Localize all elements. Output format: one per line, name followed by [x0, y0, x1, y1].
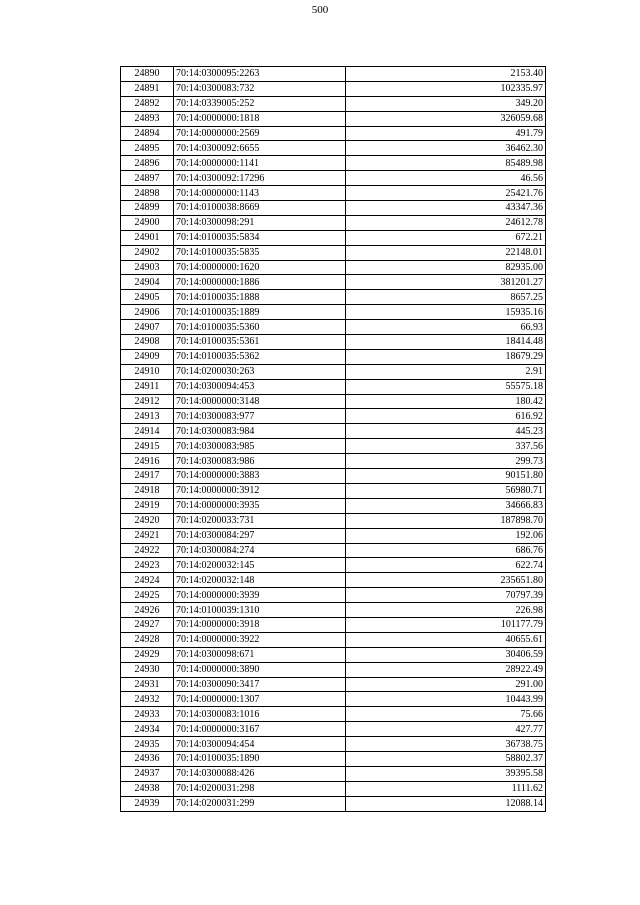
cadastral-number-cell: 70:14:0300083:984: [174, 424, 346, 439]
cadastral-number-cell: 70:14:0100035:5361: [174, 335, 346, 350]
cadastral-number-cell: 70:14:0300094:454: [174, 737, 346, 752]
row-number-cell: 24904: [121, 275, 174, 290]
cadastral-number-cell: 70:14:0000000:3918: [174, 617, 346, 632]
row-number-cell: 24915: [121, 439, 174, 454]
row-number-cell: 24926: [121, 603, 174, 618]
row-number-cell: 24927: [121, 617, 174, 632]
value-cell: 101177.79: [346, 617, 546, 632]
row-number-cell: 24916: [121, 454, 174, 469]
table-row: [121, 409, 546, 424]
table-row: [121, 320, 546, 335]
row-number-cell: 24935: [121, 737, 174, 752]
row-number-cell: 24907: [121, 320, 174, 335]
table-row: [121, 305, 546, 320]
row-number-cell: 24901: [121, 230, 174, 245]
cadastral-table: [120, 66, 546, 812]
value-cell: 445.23: [346, 424, 546, 439]
cadastral-number-cell: 70:14:0000000:1143: [174, 186, 346, 201]
row-number-cell: 24913: [121, 409, 174, 424]
table-row: [121, 186, 546, 201]
cadastral-number-cell: 70:14:0300083:732: [174, 81, 346, 96]
value-cell: 39395.58: [346, 766, 546, 781]
table-row: [121, 141, 546, 156]
row-number-cell: 24937: [121, 766, 174, 781]
cadastral-number-cell: 70:14:0100035:5360: [174, 320, 346, 335]
table-row: [121, 796, 546, 811]
row-number-cell: 24931: [121, 677, 174, 692]
table-row: [121, 603, 546, 618]
row-number-cell: 24893: [121, 111, 174, 126]
cadastral-number-cell: 70:14:0300083:985: [174, 439, 346, 454]
value-cell: 291.00: [346, 677, 546, 692]
cadastral-number-cell: 70:14:0200031:298: [174, 781, 346, 796]
row-number-cell: 24909: [121, 349, 174, 364]
value-cell: 36462.30: [346, 141, 546, 156]
row-number-cell: 24911: [121, 379, 174, 394]
row-number-cell: 24932: [121, 692, 174, 707]
cadastral-number-cell: 70:14:0339005:252: [174, 96, 346, 111]
row-number-cell: 24900: [121, 215, 174, 230]
table-row: [121, 454, 546, 469]
cadastral-number-cell: 70:14:0100039:1310: [174, 603, 346, 618]
table-row: [121, 111, 546, 126]
table-row: [121, 543, 546, 558]
row-number-cell: 24899: [121, 201, 174, 216]
cadastral-number-cell: 70:14:0300083:986: [174, 454, 346, 469]
cadastral-number-cell: 70:14:0000000:3922: [174, 632, 346, 647]
cadastral-number-cell: 70:14:0000000:3935: [174, 498, 346, 513]
value-cell: 187898.70: [346, 513, 546, 528]
value-cell: 75.66: [346, 707, 546, 722]
row-number-cell: 24895: [121, 141, 174, 156]
cadastral-number-cell: 70:14:0000000:3912: [174, 483, 346, 498]
value-cell: 66.93: [346, 320, 546, 335]
cadastral-number-cell: 70:14:0000000:3167: [174, 722, 346, 737]
table-row: [121, 201, 546, 216]
value-cell: 82935.00: [346, 260, 546, 275]
table-row: [121, 126, 546, 141]
table-row: [121, 230, 546, 245]
value-cell: 25421.76: [346, 186, 546, 201]
value-cell: 34666.83: [346, 498, 546, 513]
row-number-cell: 24894: [121, 126, 174, 141]
value-cell: 1111.62: [346, 781, 546, 796]
cadastral-number-cell: 70:14:0200032:148: [174, 573, 346, 588]
value-cell: 46.56: [346, 171, 546, 186]
row-number-cell: 24914: [121, 424, 174, 439]
table-row: [121, 617, 546, 632]
row-number-cell: 24934: [121, 722, 174, 737]
row-number-cell: 24890: [121, 67, 174, 82]
row-number-cell: 24919: [121, 498, 174, 513]
value-cell: 36738.75: [346, 737, 546, 752]
cadastral-number-cell: 70:14:0300098:671: [174, 647, 346, 662]
row-number-cell: 24898: [121, 186, 174, 201]
value-cell: 616.92: [346, 409, 546, 424]
value-cell: 24612.78: [346, 215, 546, 230]
value-cell: 2153.40: [346, 67, 546, 82]
cadastral-number-cell: 70:14:0200032:145: [174, 558, 346, 573]
value-cell: 30406.59: [346, 647, 546, 662]
row-number-cell: 24923: [121, 558, 174, 573]
value-cell: 85489.98: [346, 156, 546, 171]
table-row: [121, 528, 546, 543]
row-number-cell: 24908: [121, 335, 174, 350]
value-cell: 8657.25: [346, 290, 546, 305]
table-row: [121, 469, 546, 484]
cadastral-number-cell: 70:14:0000000:1307: [174, 692, 346, 707]
row-number-cell: 24918: [121, 483, 174, 498]
value-cell: 18679.29: [346, 349, 546, 364]
cadastral-number-cell: 70:14:0300084:297: [174, 528, 346, 543]
value-cell: 58802.37: [346, 751, 546, 766]
table-row: [121, 394, 546, 409]
row-number-cell: 24897: [121, 171, 174, 186]
table-row: [121, 766, 546, 781]
value-cell: 12088.14: [346, 796, 546, 811]
cadastral-number-cell: 70:14:0000000:1620: [174, 260, 346, 275]
row-number-cell: 24912: [121, 394, 174, 409]
cadastral-number-cell: 70:14:0100035:5834: [174, 230, 346, 245]
value-cell: 381201.27: [346, 275, 546, 290]
table-row: [121, 96, 546, 111]
table-body: [121, 67, 546, 812]
table-row: [121, 379, 546, 394]
table-row: [121, 290, 546, 305]
table-row: [121, 632, 546, 647]
value-cell: 427.77: [346, 722, 546, 737]
row-number-cell: 24921: [121, 528, 174, 543]
table-row: [121, 737, 546, 752]
cadastral-number-cell: 70:14:0300084:274: [174, 543, 346, 558]
table-row: [121, 692, 546, 707]
value-cell: 672.21: [346, 230, 546, 245]
value-cell: 10443.99: [346, 692, 546, 707]
table-row: [121, 722, 546, 737]
cadastral-number-cell: 70:14:0300088:426: [174, 766, 346, 781]
cadastral-number-cell: 70:14:0300094:453: [174, 379, 346, 394]
value-cell: 55575.18: [346, 379, 546, 394]
cadastral-number-cell: 70:14:0100035:1889: [174, 305, 346, 320]
row-number-cell: 24922: [121, 543, 174, 558]
value-cell: 491.79: [346, 126, 546, 141]
cadastral-number-cell: 70:14:0000000:1141: [174, 156, 346, 171]
table-row: [121, 588, 546, 603]
row-number-cell: 24902: [121, 245, 174, 260]
cadastral-number-cell: 70:14:0200031:299: [174, 796, 346, 811]
table-row: [121, 751, 546, 766]
cadastral-number-cell: 70:14:0100035:1888: [174, 290, 346, 305]
cadastral-number-cell: 70:14:0100035:1890: [174, 751, 346, 766]
table-row: [121, 260, 546, 275]
value-cell: 686.76: [346, 543, 546, 558]
table-row: [121, 424, 546, 439]
cadastral-number-cell: 70:14:0300092:17296: [174, 171, 346, 186]
value-cell: 226.98: [346, 603, 546, 618]
row-number-cell: 24933: [121, 707, 174, 722]
cadastral-number-cell: 70:14:0000000:1886: [174, 275, 346, 290]
value-cell: 235651.80: [346, 573, 546, 588]
value-cell: 622.74: [346, 558, 546, 573]
row-number-cell: 24929: [121, 647, 174, 662]
cadastral-number-cell: 70:14:0300095:2263: [174, 67, 346, 82]
cadastral-number-cell: 70:14:0300092:6655: [174, 141, 346, 156]
cadastral-number-cell: 70:14:0000000:3148: [174, 394, 346, 409]
row-number-cell: 24917: [121, 469, 174, 484]
value-cell: 180.42: [346, 394, 546, 409]
value-cell: 22148.01: [346, 245, 546, 260]
table-row: [121, 707, 546, 722]
row-number-cell: 24930: [121, 662, 174, 677]
value-cell: 18414.48: [346, 335, 546, 350]
table-row: [121, 364, 546, 379]
cadastral-number-cell: 70:14:0200030:263: [174, 364, 346, 379]
table-row: [121, 483, 546, 498]
row-number-cell: 24936: [121, 751, 174, 766]
value-cell: 70797.39: [346, 588, 546, 603]
table-row: [121, 781, 546, 796]
cadastral-number-cell: 70:14:0100035:5362: [174, 349, 346, 364]
table-row: [121, 498, 546, 513]
row-number-cell: 24891: [121, 81, 174, 96]
cadastral-number-cell: 70:14:0000000:3883: [174, 469, 346, 484]
table-row: [121, 439, 546, 454]
row-number-cell: 24906: [121, 305, 174, 320]
table-row: [121, 335, 546, 350]
value-cell: 337.56: [346, 439, 546, 454]
page-number: 500: [311, 4, 329, 16]
row-number-cell: 24920: [121, 513, 174, 528]
value-cell: 2.91: [346, 364, 546, 379]
table-row: [121, 558, 546, 573]
value-cell: 56980.71: [346, 483, 546, 498]
value-cell: 326059.68: [346, 111, 546, 126]
value-cell: 90151.80: [346, 469, 546, 484]
cadastral-number-cell: 70:14:0000000:3890: [174, 662, 346, 677]
table-row: [121, 573, 546, 588]
row-number-cell: 24892: [121, 96, 174, 111]
value-cell: 102335.97: [346, 81, 546, 96]
table-row: [121, 349, 546, 364]
table-row: [121, 245, 546, 260]
value-cell: 299.73: [346, 454, 546, 469]
table-row: [121, 662, 546, 677]
cadastral-number-cell: 70:14:0000000:1818: [174, 111, 346, 126]
cadastral-number-cell: 70:14:0200033:731: [174, 513, 346, 528]
table-row: [121, 67, 546, 82]
cadastral-number-cell: 70:14:0300090:3417: [174, 677, 346, 692]
table-row: [121, 647, 546, 662]
table-row: [121, 171, 546, 186]
cadastral-number-cell: 70:14:0300083:1016: [174, 707, 346, 722]
row-number-cell: 24910: [121, 364, 174, 379]
row-number-cell: 24939: [121, 796, 174, 811]
row-number-cell: 24928: [121, 632, 174, 647]
cadastral-number-cell: 70:14:0000000:2569: [174, 126, 346, 141]
value-cell: 40655.61: [346, 632, 546, 647]
row-number-cell: 24896: [121, 156, 174, 171]
value-cell: 192.06: [346, 528, 546, 543]
table-row: [121, 156, 546, 171]
value-cell: 15935.16: [346, 305, 546, 320]
table-row: [121, 275, 546, 290]
table-row: [121, 677, 546, 692]
table-row: [121, 215, 546, 230]
value-cell: 349.20: [346, 96, 546, 111]
row-number-cell: 24924: [121, 573, 174, 588]
row-number-cell: 24905: [121, 290, 174, 305]
cadastral-number-cell: 70:14:0100038:8669: [174, 201, 346, 216]
cadastral-number-cell: 70:14:0000000:3939: [174, 588, 346, 603]
row-number-cell: 24903: [121, 260, 174, 275]
table-row: [121, 513, 546, 528]
row-number-cell: 24925: [121, 588, 174, 603]
cadastral-number-cell: 70:14:0300083:977: [174, 409, 346, 424]
value-cell: 43347.36: [346, 201, 546, 216]
cadastral-number-cell: 70:14:0300098:291: [174, 215, 346, 230]
row-number-cell: 24938: [121, 781, 174, 796]
cadastral-number-cell: 70:14:0100035:5835: [174, 245, 346, 260]
value-cell: 28922.49: [346, 662, 546, 677]
table-row: [121, 81, 546, 96]
